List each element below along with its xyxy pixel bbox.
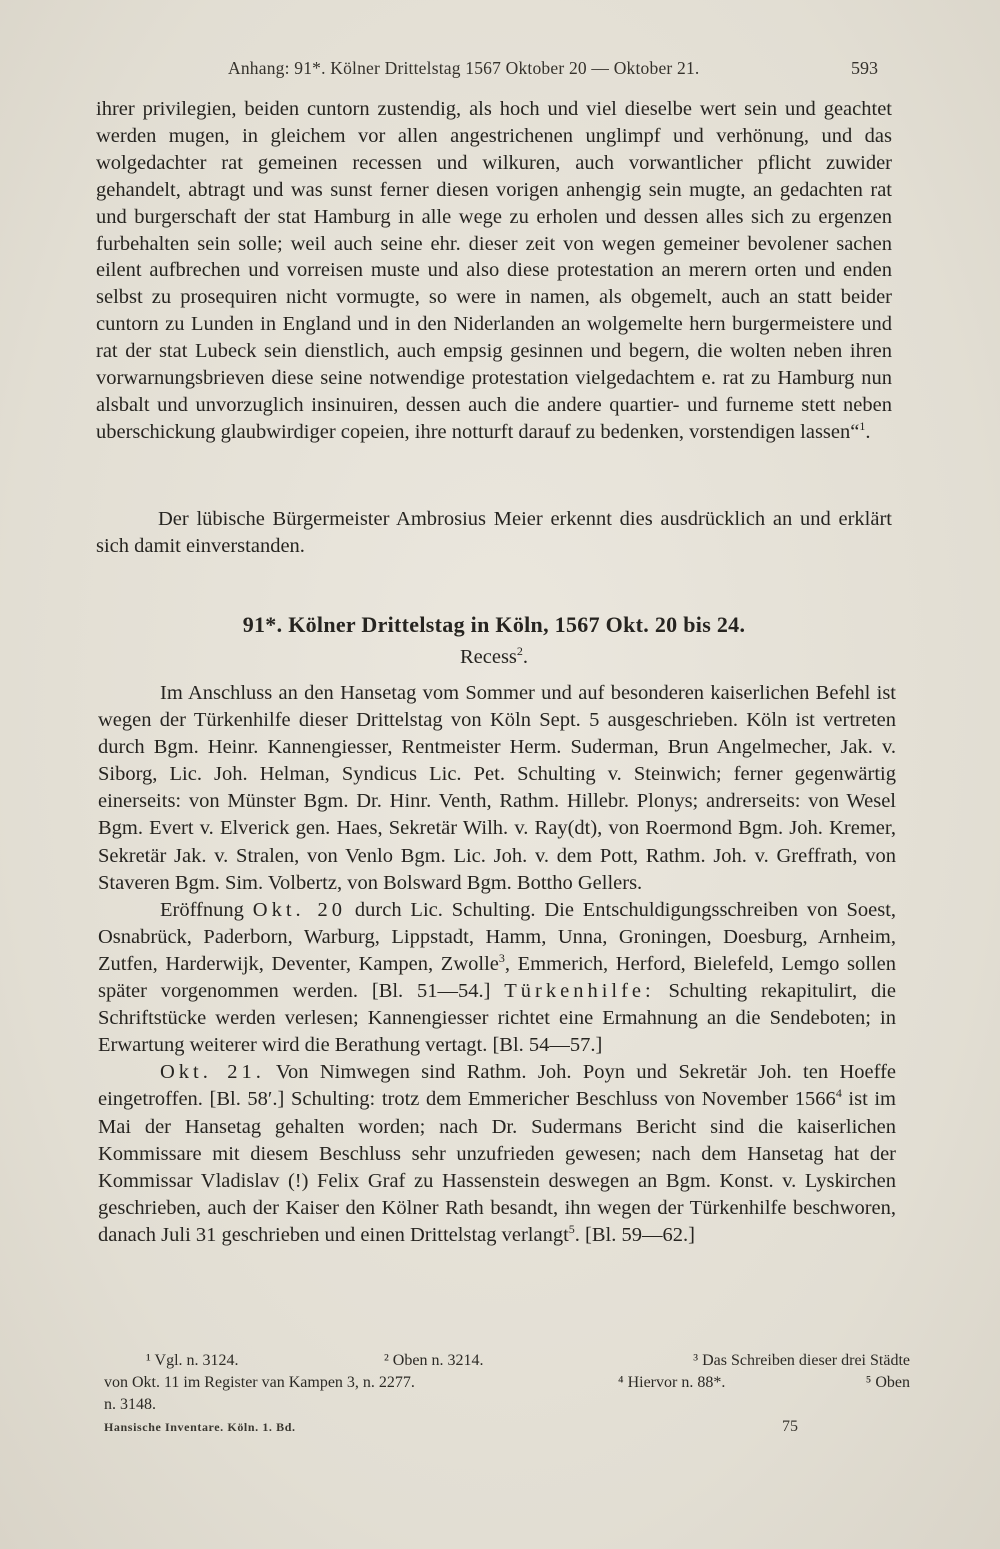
footnote-row: [104, 1372, 910, 1394]
footnote-3: ³ Das Schreiben dieser drei Städte: [693, 1352, 910, 1369]
paragraph-text: Von Nimwegen sind Rathm. Joh. Poyn und Sekretär Joh. ten Hoeffe eingetroffen. [Bl. 58′.] Schulting: trotz dem Emmericher Beschluss von November 1566: [98, 1061, 896, 1111]
paragraph-text: Der lübische Bürgermeister Ambrosius Meier erkennt dies ausdrücklich an und erklärt sich damit einverstanden.: [96, 508, 892, 557]
footnote-row: [104, 1350, 910, 1372]
footnote-marker: 5: [568, 1222, 575, 1237]
subheading-text: Recess: [459, 646, 517, 668]
paragraph-text: , Emmerich, Herford, Bielefeld, Lemgo sollen später vorgenommen werden. [Bl. 51—54.]: [98, 952, 897, 1003]
body-paragraph-2: [98, 897, 896, 1060]
footnote-2: ² Oben n. 3214.: [384, 1352, 484, 1369]
body-paragraph-1: Im Anschluss an den Hansetag vom Sommer und auf besonderen kaiserlichen Befehl ist wegen der Türkenhilfe dieser Drittelstag von Köln Sept. 5 ausgeschrieben. Köln ist vertreten durch Bgm. Heinr. Kannengiesser, Rentmeister Herm. Suderman, Brun Angelmecher, Jak. v. Siborg, Lic. Joh. Helman, Syndicus Lic. Pet. Schulting v. Steinwich; ferner gegenwärtig einerseits: von Münster Bgm. Dr. Hinr. Venth, Rathm. Hillebr. Plonys; andrerseits: von Wesel Bgm. Evert v. Elverick gen. Haes, Sekretär Wilh. v. Ray(dt), von Roermond Bgm. Joh. Kremer, Sekretär Jak. v. Stralen, von Venlo Bgm. Lic. Joh. v. dem Pott, Rathm. Joh. v. Greffrath, von Staveren Bgm. Sim. Volbertz, von Bolsward Bgm. Bottho Gellers.: [98, 682, 896, 894]
footnote-3-continuation: von Okt. 11 im Register van Kampen 3, n. 2277.: [104, 1374, 415, 1391]
date-spaced: Okt. 21.: [160, 1061, 265, 1084]
paragraph-text: ist im Mai der Hansetag gehalten worden; nach Dr. Sudermans Bericht sind die kaiserlichen Kommissare mit diesem Beschluss sehr unzufrieden gewesen; nach dem Hansetag hat der Kommissar Vladislav (!) Felix Graf zu Hassenstein deswegen an Bgm. Konst. v. Lyskirchen geschrieben, auch der Kaiser den Kölner Rath besandt, ihn wegen der Türkenhilfe beschworen, danach Juli 31 geschrieben und einen Drittelstag verlangt: [98, 1088, 897, 1246]
footnote-marker: 2: [516, 644, 523, 659]
recess-body: [98, 680, 896, 1249]
footnote-marker: 4: [835, 1086, 842, 1101]
section-heading: 91*. Kölner Drittelstag in Köln, 1567 Okt. 20 bis 24.: [242, 612, 746, 637]
page-number: 593: [851, 58, 878, 78]
paragraph-text: ihrer privilegien, beiden cuntorn zustendig, als hoch und viel dieselbe wert sein und geachtet werden mugen, in gleichem vor allen angestrichenen unglimpf und verhönung, und das wolgedachter rat gemeinen recessen und wilkuren, auch vorwantlicher pflicht zuwider gehandelt, abtragt und was sunst ferner diesen vorigen anhengig sein mugte, an gedachten rat und burgerschaft der stat Hamburg in alle wege zu erholen und dessen alles sich zu ergenzen furbehalten sein solle; weil auch seine ehr. dieser zeit von wegen gemeiner bevolener sachen eilent aufbrechen und vorreisen muste und also diese protestation an merern orten und enden selbst zu prosequiren nicht vormugte, so were in namen, als obgemelt, auch an statt beider cuntorn zu Lunden in England und in den Niderlanden an wolgemelte hern burgermeistere und rat der stat Lubeck sein dienstlich, auch empsig gesinnen und begern, die wolten neben ihren vorwarnungsbrieven diese seine notwendige protestation vielgedachtem e. rat zu Hamburg nun alsbalt und unvorzuglich insinuiren, dessen auch die andere quartier- und furneme stett neben uberschickung glaubwirdiger copeien, ihre notturft darauf zu bedenken, vorstendigen lassen“: [96, 98, 892, 443]
footnote-5: ⁵ Oben: [865, 1374, 910, 1391]
footnote-1: ¹ Vgl. n. 3124.: [146, 1352, 239, 1369]
signature-number: 75: [782, 1418, 798, 1435]
paragraph-consent: [96, 506, 892, 560]
paragraph-text: . [Bl. 59—62.]: [574, 1223, 695, 1246]
paragraph-text: Schulting rekapitulirt, die Schriftstücke werden verlesen; Kannengiesser richtet eine Ermahnung an die Sendeboten; in Erwartung weiterer wird die Berathung vertagt. [Bl. 54—57.]: [98, 980, 896, 1057]
footnotes: [104, 1350, 910, 1416]
footnote-marker: 3: [498, 951, 505, 966]
paragraph-end: .: [865, 420, 871, 443]
date-spaced: Okt. 20: [252, 898, 347, 921]
paragraph-text: Eröffnung: [160, 898, 244, 921]
term-spaced: Türkenhilfe:: [504, 980, 655, 1003]
paragraph-text: durch Lic. Schulting. Die Entschuldigungsschreiben von Soest, Osnabrück, Paderborn, Warburg, Lippstadt, Hamm, Unna, Groningen, Doesburg, Arnheim, Zutfen, Harderwijk, Deventer, Kampen, Zwolle: [98, 898, 897, 975]
body-paragraph-3: [98, 1059, 896, 1249]
footnote-5-continuation: n. 3148.: [104, 1396, 156, 1413]
footnote-marker: 1: [859, 419, 866, 434]
footnote-4: ⁴ Hiervor n. 88*.: [618, 1374, 726, 1391]
paragraph-protestation: [96, 96, 892, 446]
running-head: Anhang: 91*. Kölner Drittelstag 1567 Oktober 20 — Oktober 21.: [228, 58, 700, 78]
printer-signature: Hansische Inventare. Köln. 1. Bd.: [104, 1420, 296, 1434]
section-subheading: Recess$^2$.: [459, 644, 529, 668]
